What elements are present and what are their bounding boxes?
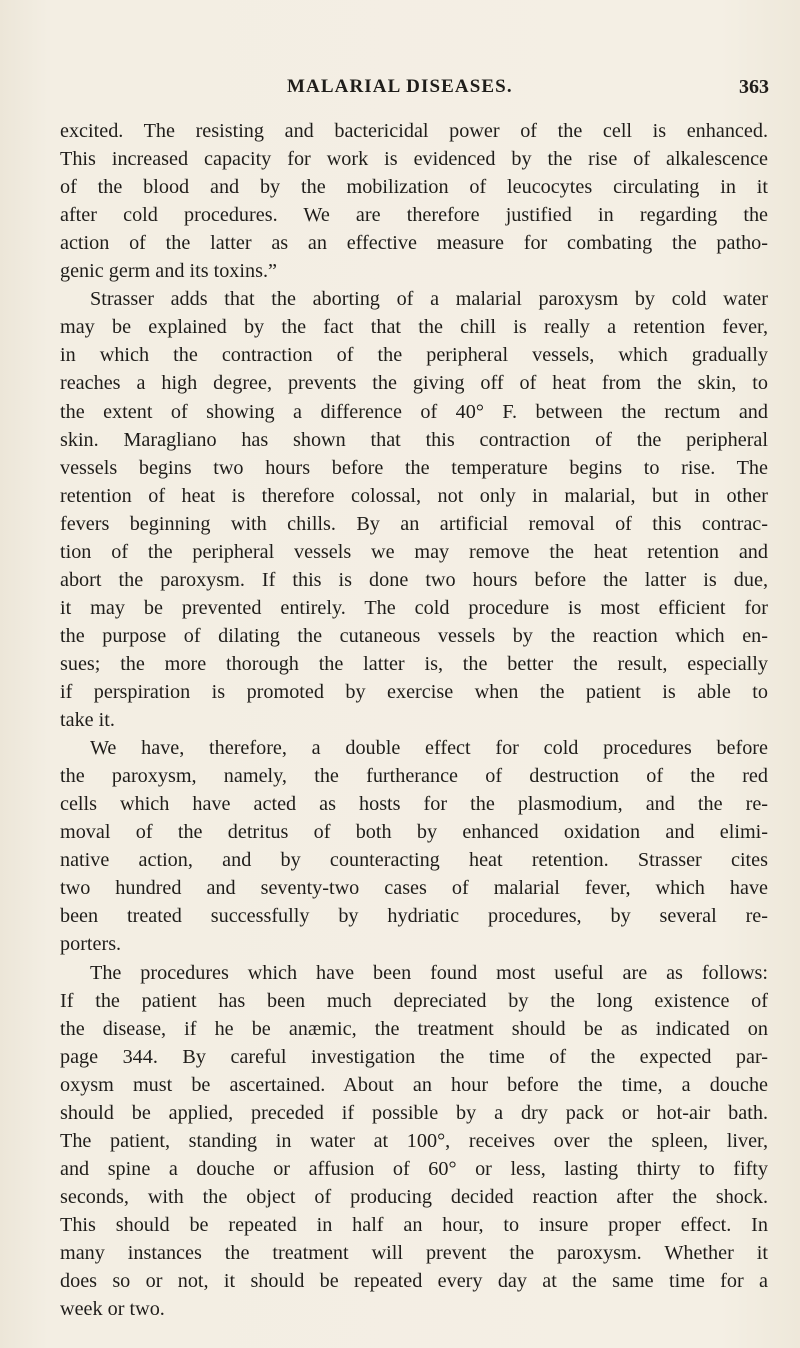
page-number: 363 xyxy=(739,76,769,98)
text-line: been treated successfully by hydriatic procedures, by several re- xyxy=(60,905,768,928)
text-line: fevers beginning with chills. By an artificial removal of this contrac- xyxy=(60,512,768,535)
text-line: week or two. xyxy=(60,1298,165,1321)
text-line: genic germ and its toxins.” xyxy=(60,260,277,283)
text-line: should be applied, preceded if possible by a dry pack or hot-air bath. xyxy=(60,1101,768,1124)
text-line: in which the contraction of the peripheral vessels, which gradually xyxy=(60,344,768,367)
text-line: The patient, standing in water at 100°, receives over the spleen, liver, xyxy=(60,1129,768,1152)
text-line: retention of heat is therefore colossal, not only in malarial, but in other xyxy=(60,484,768,507)
running-title: MALARIAL DISEASES. xyxy=(287,76,513,97)
text-line: porters. xyxy=(60,933,122,956)
text-line: seconds, with the object of producing decided reaction after the shock. xyxy=(60,1185,768,1208)
text-line: action of the latter as an effective measure for combating the patho- xyxy=(60,232,768,255)
text-line: excited. The resisting and bactericidal power of the cell is enhanced. xyxy=(60,120,768,142)
text-line: two hundred and seventy-two cases of malarial fever, which have xyxy=(60,877,768,900)
text-line: page 344. By careful investigation the time of the expected par- xyxy=(60,1045,768,1068)
running-head xyxy=(0,76,800,106)
text-line: if perspiration is promoted by exercise when the patient is able to xyxy=(60,681,768,703)
text-line: of the blood and by the mobilization of leucocytes circulating in it xyxy=(60,176,768,199)
text-line: sues; the more thorough the latter is, the better the result, especially xyxy=(60,652,768,675)
text-line: native action, and by counteracting heat retention. Strasser cites xyxy=(60,849,768,872)
text-line: moval of the detritus of both by enhanced oxidation and elimi- xyxy=(60,821,768,844)
text-line: take it. xyxy=(60,709,115,732)
text-line: reaches a high degree, prevents the giving off of heat from the skin, to xyxy=(60,372,768,395)
text-line: many instances the treatment will prevent the paroxysm. Whether it xyxy=(60,1242,768,1264)
text-line: may be explained by the fact that the chill is really a retention fever, xyxy=(60,316,768,339)
text-line: oxysm must be ascertained. About an hour before the time, a douche xyxy=(60,1073,768,1096)
text-line: abort the paroxysm. If this is done two hours before the latter is due, xyxy=(60,568,768,591)
text-line: does so or not, it should be repeated every day at the same time for a xyxy=(60,1270,768,1293)
text-line: Strasser adds that the aborting of a malarial paroxysm by cold water xyxy=(90,288,768,311)
text-line: the disease, if he be anæmic, the treatment should be as indicated on xyxy=(60,1017,768,1040)
text-line: after cold procedures. We are therefore justified in regarding the xyxy=(60,204,768,227)
text-line: the paroxysm, namely, the furtherance of destruction of the red xyxy=(60,765,768,788)
text-line: vessels begins two hours before the temperature begins to rise. The xyxy=(60,456,768,479)
text-line: This increased capacity for work is evidenced by the rise of alkalescence xyxy=(60,148,768,171)
text-line: tion of the peripheral vessels we may remove the heat retention and xyxy=(60,540,768,563)
text-line: We have, therefore, a double effect for cold procedures before xyxy=(90,737,768,760)
text-line: and spine a douche or affusion of 60° or less, lasting thirty to fifty xyxy=(60,1157,768,1180)
text-line: This should be repeated in half an hour, to insure proper effect. In xyxy=(60,1213,768,1236)
text-line: The procedures which have been found most useful are as follows: xyxy=(90,961,768,984)
text-line: If the patient has been much depreciated by the long existence of xyxy=(60,989,768,1012)
text-line: the purpose of dilating the cutaneous vessels by the reaction which en- xyxy=(60,624,768,647)
text-line: skin. Maragliano has shown that this contraction of the peripheral xyxy=(60,428,768,451)
text-line: it may be prevented entirely. The cold procedure is most efficient for xyxy=(60,596,768,619)
text-line: the extent of showing a difference of 40° F. between the rectum and xyxy=(60,400,768,423)
text-line: cells which have acted as hosts for the plasmodium, and the re- xyxy=(60,793,768,816)
